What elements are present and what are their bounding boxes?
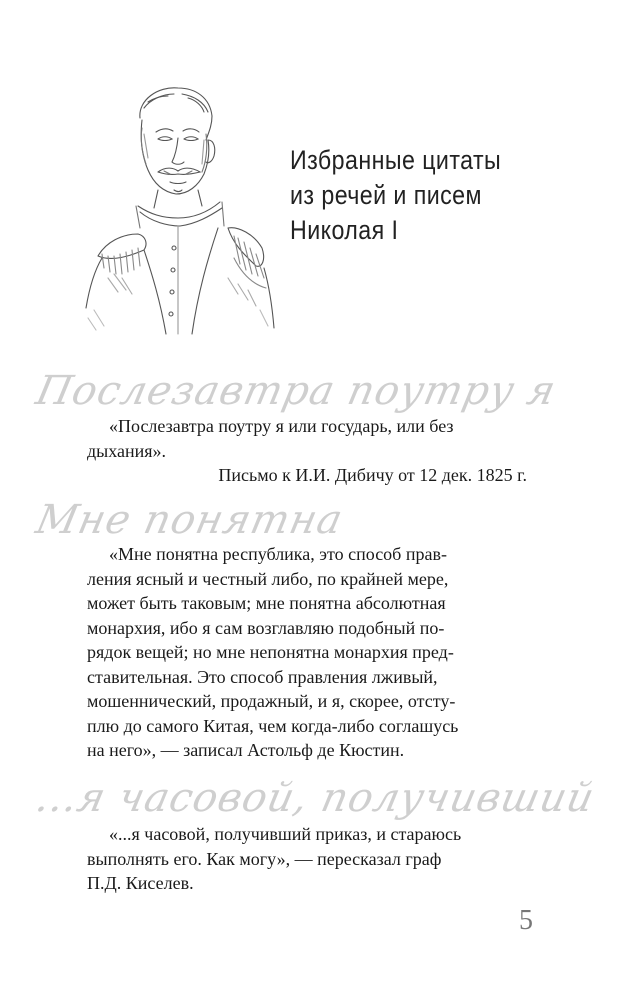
quote-line: может быть таковым; мне понятна абсолютная	[87, 593, 446, 613]
quote-block	[87, 542, 527, 763]
decorative-script-heading: Мне понятна	[32, 497, 348, 543]
portrait-illustration	[78, 78, 278, 340]
title-line: Николая I	[290, 215, 399, 245]
page-number: 5	[519, 905, 533, 936]
quote-block	[87, 414, 527, 488]
title-line: Избранные цитаты	[290, 145, 502, 175]
quote-line: П.Д. Киселев.	[87, 873, 194, 893]
quote-line: рядок вещей; но мне непонятна монархия пред-	[87, 642, 454, 662]
quote-line: дыхания».	[87, 440, 167, 461]
quote-line: выполнять его. Как могу», — пересказал граф	[87, 848, 442, 869]
quote-line: «Мне понятна республика, это способ прав-	[109, 544, 447, 564]
quote-block	[87, 822, 527, 896]
quote-line: ления ясный и честный либо, по крайней мере,	[87, 568, 449, 589]
quote-line: ставительная. Это способ правления лживый,	[87, 666, 438, 687]
page-title	[290, 143, 502, 248]
quote-line: плю до самого Китая, чем когда-либо соглашусь	[87, 715, 459, 736]
quote-line: мошеннический, продажный, и я, скорее, отсту-	[87, 691, 456, 711]
quote-line: «...я часовой, получивший приказ, и стараюсь	[109, 824, 462, 844]
decorative-script-heading: ...я часовой, получивший	[32, 775, 599, 821]
title-line: из речей и писем	[290, 180, 482, 210]
quote-line: на него», — записал Астольф де Кюстин.	[87, 740, 405, 760]
quote-source: Письмо к И.И. Дибичу от 12 дек. 1825 г.	[218, 465, 527, 485]
quote-line: монархия, ибо я сам возглавляю подобный по-	[87, 617, 445, 638]
quote-line: «Послезавтра поутру я или государь, или без	[109, 416, 454, 436]
decorative-script-heading: Послезавтра поутру я	[32, 368, 561, 414]
